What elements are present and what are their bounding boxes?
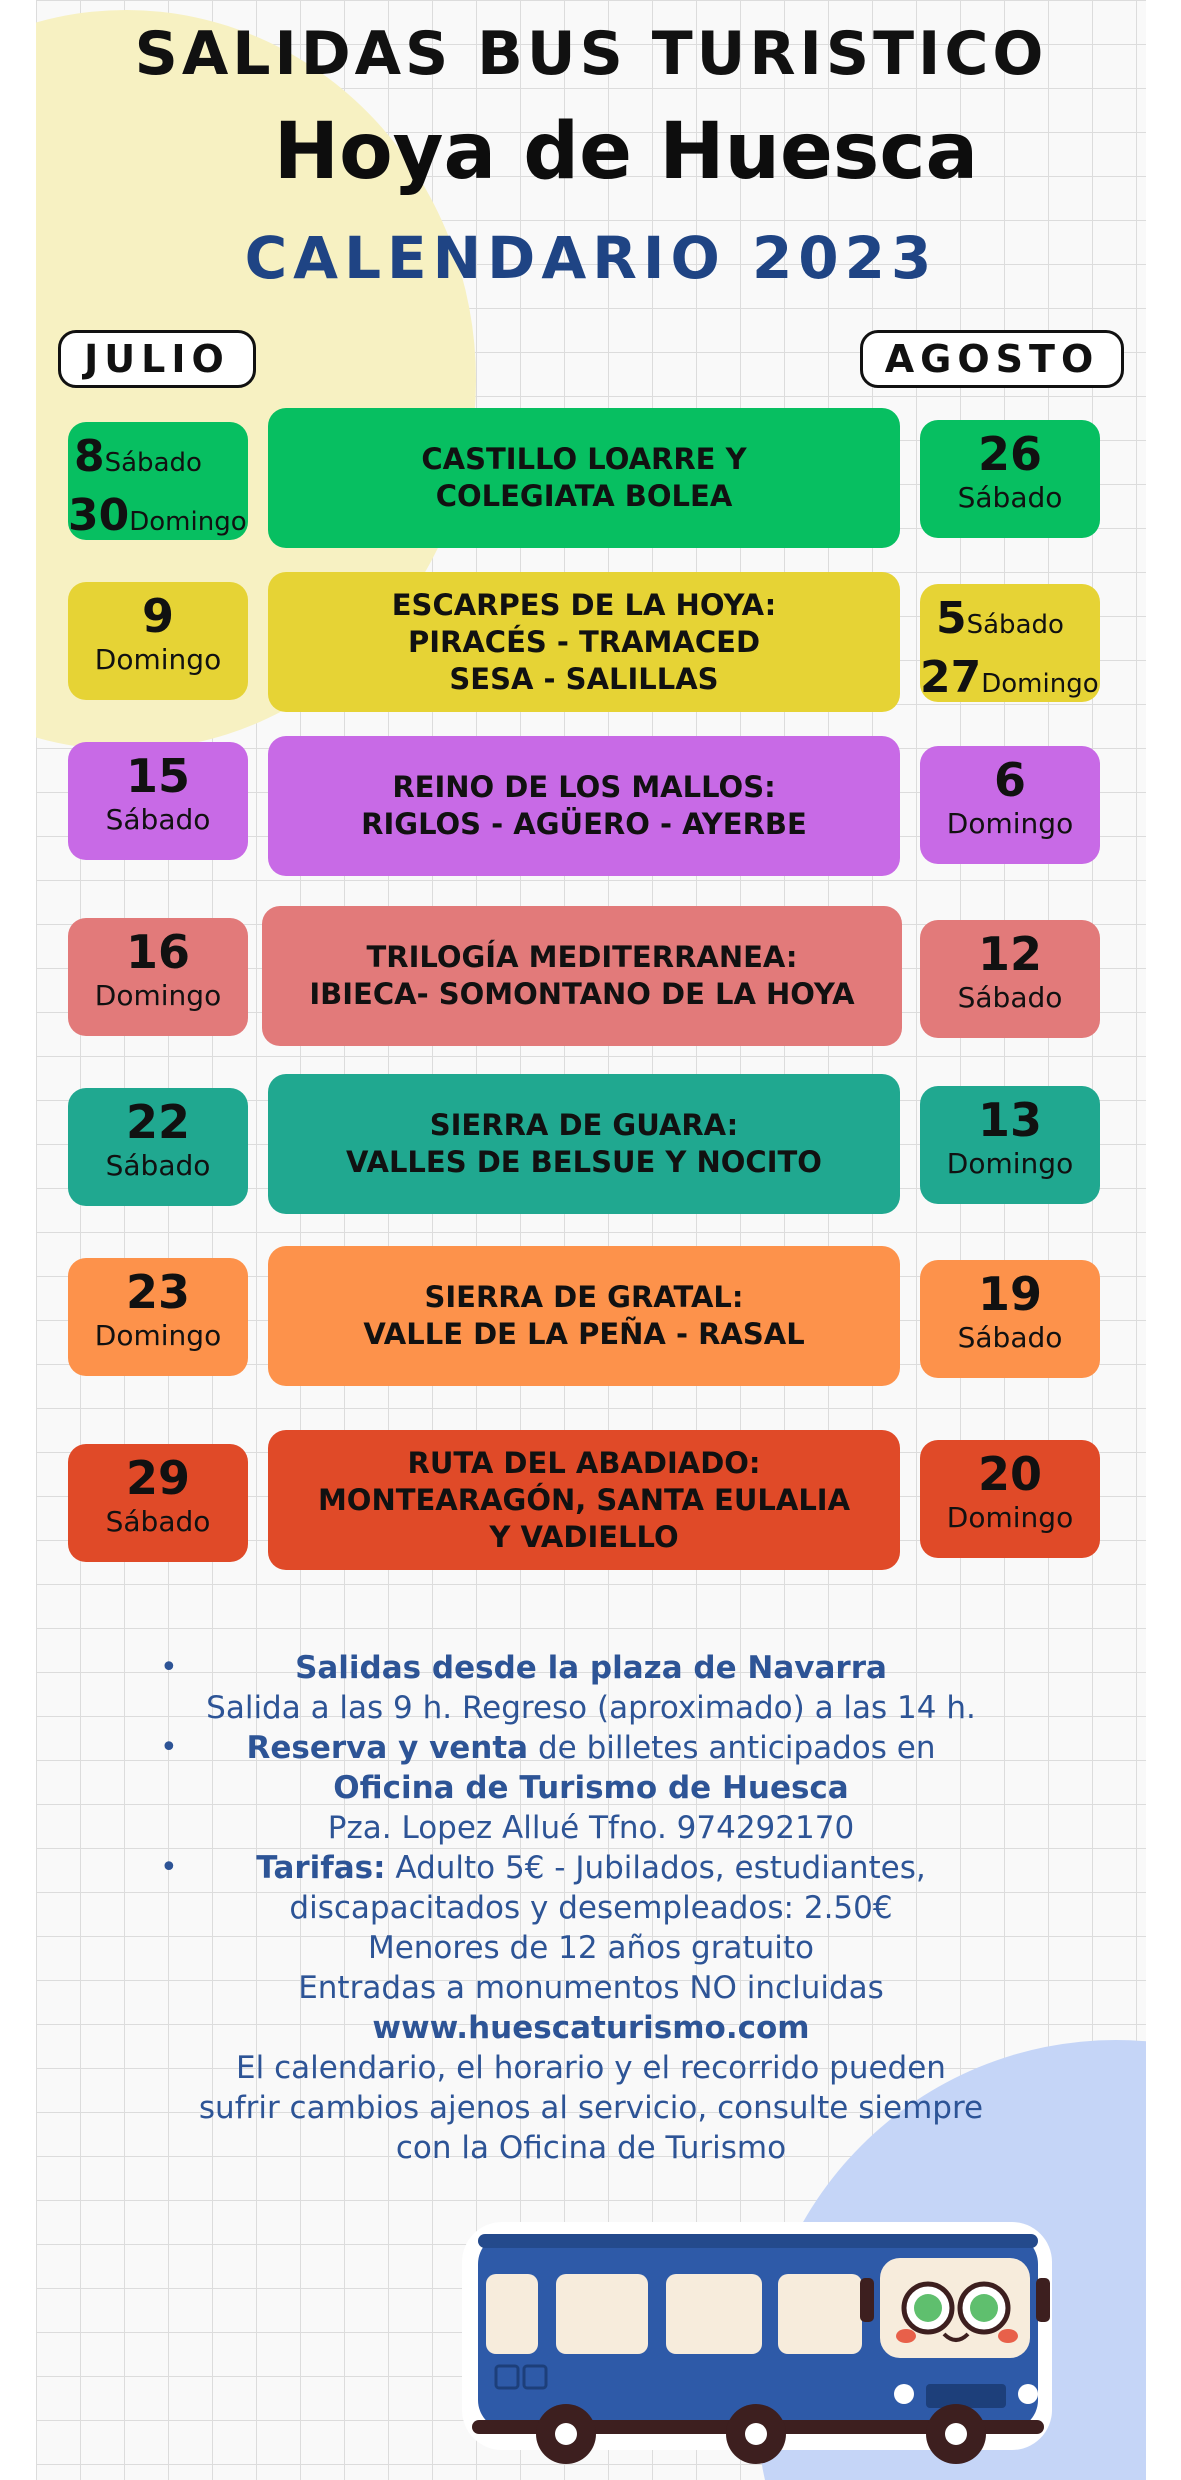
date-day: Sábado xyxy=(957,981,1063,1014)
route-line: COLEGIATA BOLEA xyxy=(435,479,733,513)
title-salidas: SALIDAS BUS TURISTICO xyxy=(134,19,1048,89)
date-number: 30 xyxy=(68,490,130,540)
title-calendario: CALENDARIO 2023 xyxy=(244,224,938,292)
route-line: TRILOGÍA MEDITERRANEA: xyxy=(366,940,798,974)
date-day: Domingo xyxy=(981,669,1099,699)
info-tarifas-rest: Adulto 5€ - Jubilados, estudiantes, xyxy=(385,1850,926,1886)
date-number: 16 xyxy=(125,925,190,979)
route-line: CASTILLO LOARRE Y xyxy=(421,442,747,476)
bus-window xyxy=(486,2274,538,2354)
info-oficina-text: Oficina de Turismo de Huesca xyxy=(333,1770,849,1806)
route-line: VALLE DE LA PEÑA - RASAL xyxy=(363,1317,805,1351)
info-entradas: Entradas a monumentos NO incluidas xyxy=(298,1970,884,2006)
info-reserva-rest: de billetes anticipados en xyxy=(528,1730,936,1766)
date-day: Sábado xyxy=(966,610,1064,640)
agosto-date-row-6 xyxy=(920,1260,1100,1378)
info-tarifas-bold: Tarifas: xyxy=(256,1850,386,1886)
date-number: 13 xyxy=(977,1093,1042,1147)
date-number: 19 xyxy=(977,1267,1042,1321)
date-number: 22 xyxy=(125,1095,190,1149)
date-day: Domingo xyxy=(946,1501,1074,1534)
bus-window xyxy=(666,2274,762,2354)
route-line: IBIECA- SOMONTANO DE LA HOYA xyxy=(309,977,855,1011)
date-day: Sábado xyxy=(104,448,202,478)
route-line: RIGLOS - AGÜERO - AYERBE xyxy=(361,807,807,841)
julio-date-row-7 xyxy=(68,1444,248,1562)
info-block xyxy=(36,1648,1146,2168)
date-day: Sábado xyxy=(105,803,211,836)
date-day: Domingo xyxy=(129,507,247,537)
route-line: REINO DE LOS MALLOS: xyxy=(392,770,776,804)
info-aviso-3: con la Oficina de Turismo xyxy=(395,2130,787,2166)
route-line: SIERRA DE GUARA: xyxy=(429,1108,739,1142)
agosto-date-row-4 xyxy=(920,920,1100,1038)
bus-mirror xyxy=(860,2278,874,2322)
date-number: 9 xyxy=(141,589,174,643)
agosto-date-row-5 xyxy=(920,1086,1100,1204)
title-hoya: Hoya de Huesca xyxy=(273,107,979,197)
bus-headlight xyxy=(894,2384,914,2404)
route-line: MONTEARAGÓN, SANTA EULALIA xyxy=(317,1482,851,1517)
date-day: Domingo xyxy=(94,1319,222,1352)
julio-date-row-5 xyxy=(68,1088,248,1206)
bus-left-pupil xyxy=(914,2294,942,2322)
info-salidas xyxy=(36,1648,1146,1688)
route-line: SESA - SALILLAS xyxy=(449,661,719,696)
route-card-row-4 xyxy=(262,906,902,1046)
bullet-icon: • xyxy=(160,1850,178,1885)
bus-grille xyxy=(926,2384,1006,2408)
bus-mirror xyxy=(1036,2278,1050,2322)
info-web-text[interactable]: www.huescaturismo.com xyxy=(372,2010,810,2046)
agosto-date-row-3 xyxy=(920,746,1100,864)
info-aviso-1: El calendario, el horario y el recorrido pueden xyxy=(236,2050,946,2086)
info-horario: Salida a las 9 h. Regreso (aproximado) a las 14 h. xyxy=(206,1690,976,1726)
date-number: 8 xyxy=(74,431,105,482)
info-direccion: Pza. Lopez Allué Tfno. 974292170 xyxy=(327,1810,855,1846)
bus-illustration xyxy=(456,2208,1076,2470)
date-day: Domingo xyxy=(946,807,1074,840)
info-reserva-bold: Reserva y venta xyxy=(246,1730,529,1766)
julio-date-row-6 xyxy=(68,1258,248,1376)
route-line: SIERRA DE GRATAL: xyxy=(424,1280,744,1314)
date-day: Sábado xyxy=(957,1321,1063,1354)
bus-window xyxy=(556,2274,648,2354)
date-number: 15 xyxy=(125,749,190,803)
bus-headlight xyxy=(1018,2384,1038,2404)
date-day: Domingo xyxy=(946,1147,1074,1180)
info-tarifas xyxy=(36,1848,1146,1888)
date-number: 20 xyxy=(977,1447,1042,1501)
route-line: ESCARPES DE LA HOYA: xyxy=(391,587,777,622)
bus-left-cheek xyxy=(896,2329,916,2343)
agosto-dates-row-2 xyxy=(920,584,1100,702)
date-day: Domingo xyxy=(94,979,222,1012)
poster xyxy=(36,0,1146,2480)
julio-date-row-2 xyxy=(68,582,248,700)
info-reserva xyxy=(36,1728,1146,1768)
date-number: 5 xyxy=(936,593,967,644)
route-line: VALLES DE BELSUE Y NOCITO xyxy=(346,1145,822,1179)
date-day: Sábado xyxy=(105,1149,211,1182)
date-day: Domingo xyxy=(94,643,222,676)
agosto-date-row-1 xyxy=(920,420,1100,538)
date-number: 12 xyxy=(977,927,1042,981)
julio-date-row-4 xyxy=(68,918,248,1036)
info-web-link[interactable] xyxy=(36,2008,1146,2048)
julio-date-row-3 xyxy=(68,742,248,860)
date-number: 26 xyxy=(977,427,1042,481)
date-number: 23 xyxy=(125,1265,190,1319)
route-line: Y VADIELLO xyxy=(489,1519,679,1554)
route-card-row-1 xyxy=(268,408,900,548)
bullet-icon: • xyxy=(160,1650,178,1685)
date-day: Sábado xyxy=(957,481,1063,514)
bus-right-cheek xyxy=(998,2329,1018,2343)
info-oficina xyxy=(36,1768,1146,1808)
route-card-row-7 xyxy=(268,1430,900,1570)
info-menores: Menores de 12 años gratuito xyxy=(367,1930,815,1966)
bus-roof xyxy=(478,2234,1038,2248)
route-card-row-5 xyxy=(268,1074,900,1214)
bus-window xyxy=(778,2274,862,2354)
bus-wheel-hub xyxy=(945,2423,967,2445)
route-card-row-3 xyxy=(268,736,900,876)
julio-dates-row-1 xyxy=(68,422,248,540)
info-aviso-2: sufrir cambios ajenos al servicio, consulte siempre xyxy=(198,2090,984,2126)
bus-right-pupil xyxy=(970,2294,998,2322)
bullet-icon: • xyxy=(160,1730,178,1765)
route-line: RUTA DEL ABADIADO: xyxy=(407,1445,761,1480)
route-card-row-6 xyxy=(268,1246,900,1386)
month-label-julio: JULIO xyxy=(58,330,256,388)
info-salidas-text: Salidas desde la plaza de Navarra xyxy=(295,1650,887,1686)
date-day: Sábado xyxy=(105,1505,211,1538)
agosto-date-row-7 xyxy=(920,1440,1100,1558)
info-tarifas-2: discapacitados y desempleados: 2.50€ xyxy=(289,1890,893,1926)
date-number: 29 xyxy=(125,1451,190,1505)
date-number: 27 xyxy=(920,652,982,702)
month-label-agosto: AGOSTO xyxy=(860,330,1124,388)
bus-wheel-hub xyxy=(745,2423,767,2445)
route-line: PIRACÉS - TRAMACED xyxy=(407,624,761,659)
route-card-row-2 xyxy=(268,572,900,712)
date-number: 6 xyxy=(993,753,1026,807)
bus-wheel-hub xyxy=(555,2423,577,2445)
